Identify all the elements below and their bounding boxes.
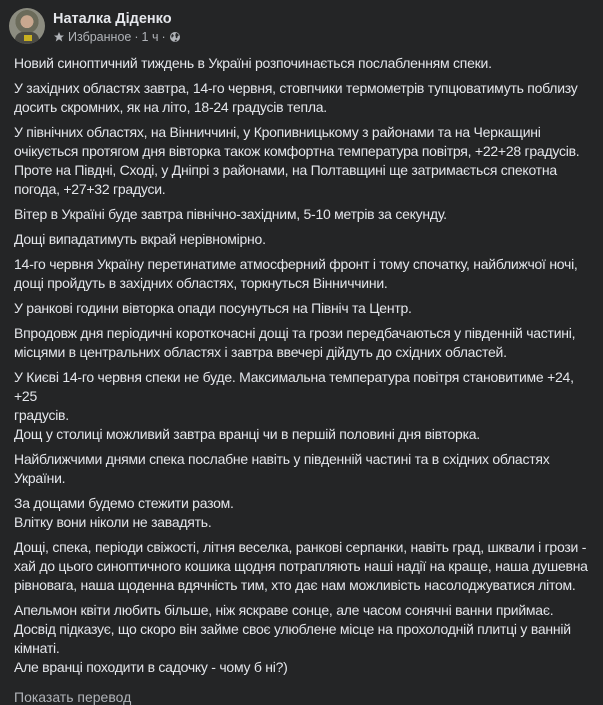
post-paragraph (14, 324, 593, 362)
post-text-line: досить скромних, як на літо, 18-24 градусів тепла. (14, 99, 327, 115)
post-paragraph (14, 54, 593, 73)
post-text-line: Влітку вони ніколи не завадять. (14, 514, 212, 530)
post-paragraph (14, 299, 593, 318)
post-text-line: України. (14, 470, 66, 486)
post-text-line: Проте на Півдні, Сході, у Дніпрі з районами, на Полтавщині ще затримається спекотна (14, 162, 557, 178)
post-text-line: Дощ у столиці можливий завтра вранці чи в першій половині дня вівторка. (14, 426, 480, 442)
post-text-line: Вітер в Україні буде завтра північно-західним, 5-10 метрів за секунду. (14, 206, 447, 222)
author-name[interactable]: Наталка Діденко (53, 11, 172, 27)
post-text-line: рівновага, наша щоденна вдячність тим, хто дає нам можливість насолоджуватися літом. (14, 577, 576, 593)
post-paragraph (14, 123, 593, 199)
post-meta (53, 30, 181, 44)
post-text-line: хай до цього синоптичного кошика щодня потрапляють наші надії на краще, наша душевна (14, 558, 588, 574)
post-paragraph (14, 205, 593, 224)
post-text-line: Новий синоптичний тиждень в Україні розпочинається послабленням спеки. (14, 55, 492, 71)
post-text-line: За дощами будемо стежити разом. (14, 495, 234, 511)
post-text-line: градусів. (14, 407, 69, 423)
separator: · (161, 30, 166, 44)
post-text-line: 14-го червня Україну перетинатиме атмосферний фронт і тому спочатку, найближчої ночі, (14, 256, 578, 272)
post-text-line: У ранкові години вівторка опади посунуться на Північ та Центр. (14, 300, 412, 316)
post-paragraph (14, 368, 593, 444)
post-text-line: погода, +27+32 градуси. (14, 181, 166, 197)
audience-label[interactable]: Избранное (68, 30, 132, 44)
post-text-line: У Києві 14-го червня спеки не буде. Максимальна температура повітря становитиме +24, +25 (14, 369, 574, 404)
post-text-line: місцями в центральних областях і завтра ввечері дійдуть до східних областей. (14, 344, 507, 360)
post-paragraph (14, 601, 593, 677)
post-time[interactable]: 1 ч (141, 30, 159, 44)
post-text-line: У північних областях, на Вінниччині, у Кропивницькому з районами та на Черкащині (14, 124, 541, 140)
avatar[interactable] (9, 8, 45, 44)
post-text-line: Досвід підказує, що скоро він займе своє улюблене місце на прохолодній плитці у ванній (14, 621, 571, 637)
post-text-line: Впродовж дня періодичні короткочасні дощі та грози передбачаються у південній частині, (14, 325, 576, 341)
post-text-line: кімнаті. (14, 640, 60, 656)
post-text-line: дощі пройдуть в західних областях, торкнуться Вінниччини. (14, 275, 388, 291)
post-text-line: Дощі випадатимуть вкрай нерівномірно. (14, 231, 266, 247)
post-paragraph (14, 255, 593, 293)
post-text-line: Апельмон квіти любить більше, ніж яскраве сонце, але часом сонячні ванни приймає. (14, 602, 554, 618)
post-paragraph (14, 79, 593, 117)
globe-icon[interactable] (169, 31, 181, 43)
post-paragraph (14, 538, 593, 595)
post-paragraph (14, 230, 593, 249)
post-text-line: У західних областях завтра, 14-го червня, стовпчики термометрів тупцюватимуть поблизу (14, 80, 578, 96)
post-text-line: очікується протягом дня вівторка також комфортна температура повітря, +22+28 градусів. (14, 143, 580, 159)
star-icon (53, 31, 65, 43)
post-text-line: Але вранці походити в садочку - чому б ні?) (14, 659, 288, 675)
post-paragraph (14, 494, 593, 532)
separator: · (134, 30, 139, 44)
show-translation-link[interactable]: Показать перевод (14, 689, 132, 705)
post-body (0, 54, 603, 677)
post-text-line: Дощі, спека, періоди свіжості, літня веселка, ранкові серпанки, навіть град, шквали і грози - (14, 539, 587, 555)
post-paragraph (14, 450, 593, 488)
post-text-line: Найближчими днями спека послабне навіть у південній частині та в східних областях (14, 451, 550, 467)
post-header (0, 0, 603, 54)
